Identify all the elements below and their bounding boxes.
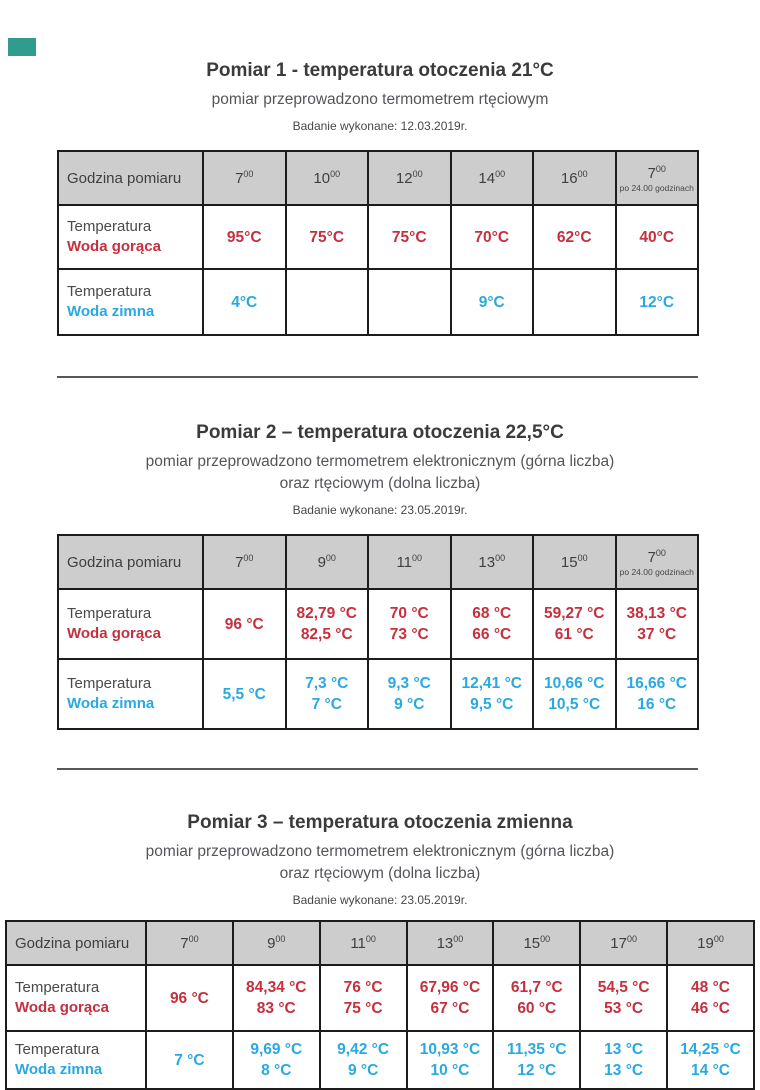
hot-value-cell: 96 °C <box>203 589 286 659</box>
hot-value-cell: 82,79 °C 82,5 °C <box>286 589 369 659</box>
section-subtitle: oraz rtęciowym (dolna liczba) <box>279 475 481 492</box>
hot-value-cell: 48 °C 46 °C <box>667 965 754 1031</box>
hour-header-cell: $9^{00}$ <box>286 535 369 589</box>
hour-header-cell: $16^{00}$ <box>533 151 616 205</box>
measurement-table-1 <box>57 150 699 336</box>
hot-value-cell: 75°C <box>286 205 369 269</box>
section-divider <box>57 376 698 378</box>
cold-value-cell: 9,3 °C 9 °C <box>368 659 451 729</box>
hot-value-cell: 54,5 °C 53 °C <box>580 965 667 1031</box>
hot-value-cell: 84,34 °C 83 °C <box>233 965 320 1031</box>
table-header-row <box>58 535 698 589</box>
section-title: Pomiar 1 - temperatura otoczenia 21°C <box>206 60 554 81</box>
cold-value-cell: 14,25 °C 14 °C <box>667 1031 754 1089</box>
section-divider <box>57 768 698 770</box>
row-label-cell: Temperatura Woda gorąca <box>58 205 203 269</box>
teal-color-marker <box>8 38 36 56</box>
hour-header-cell: $7^{00}$ <box>146 921 233 965</box>
hot-value-cell: 95°C <box>203 205 286 269</box>
row-label-cell: Temperatura Woda zimna <box>58 659 203 729</box>
hour-header-cell: $15^{00}$ <box>493 921 580 965</box>
section-pomiar-1 <box>0 0 760 336</box>
section-date-note: Badanie wykonane: 12.03.2019r. <box>292 119 468 133</box>
cold-value-cell: 10,93 °C 10 °C <box>407 1031 494 1089</box>
section-date-note: Badanie wykonane: 23.05.2019r. <box>292 893 468 907</box>
hour-header-cell: $13^{00}$ <box>407 921 494 965</box>
cold-value-cell: 9°C <box>451 269 534 335</box>
hot-water-row <box>6 965 754 1031</box>
hot-value-cell: 61,7 °C 60 °C <box>493 965 580 1031</box>
measurement-table-2 <box>57 534 699 730</box>
cold-value-cell: 5,5 °C <box>203 659 286 729</box>
cold-water-row <box>6 1031 754 1089</box>
section-pomiar-3 <box>0 810 760 1090</box>
hot-value-cell: 68 °C 66 °C <box>451 589 534 659</box>
hot-value-cell: 38,13 °C 37 °C <box>616 589 699 659</box>
hot-water-row <box>58 205 698 269</box>
cold-value-cell: 7 °C <box>146 1031 233 1089</box>
cold-value-cell: 7,3 °C 7 °C <box>286 659 369 729</box>
hour-header-cell: $19^{00}$ <box>667 921 754 965</box>
section-date-note: Badanie wykonane: 23.05.2019r. <box>292 503 468 517</box>
cold-value-cell <box>286 269 369 335</box>
section-title: Pomiar 2 – temperatura otoczenia 22,5°C <box>196 422 564 443</box>
table-header-row <box>58 151 698 205</box>
hour-header-cell: $11^{00}$ <box>320 921 407 965</box>
hour-header-cell: $9^{00}$ <box>233 921 320 965</box>
hour-header-cell: $12^{00}$ <box>368 151 451 205</box>
cold-water-row <box>58 269 698 335</box>
section-subtitle: pomiar przeprowadzono termometrem rtęciowym <box>211 91 549 108</box>
hot-value-cell: 75°C <box>368 205 451 269</box>
hour-header-cell: $13^{00}$ <box>451 535 534 589</box>
hour-header-cell: $15^{00}$ <box>533 535 616 589</box>
cold-value-cell: 10,66 °C 10,5 °C <box>533 659 616 729</box>
cold-value-cell <box>533 269 616 335</box>
corner-header-cell: Godzina pomiaru <box>58 151 203 205</box>
hot-value-cell: 67,96 °C 67 °C <box>407 965 494 1031</box>
hour-header-cell: $7^{00}$ po 24.00 godzinach <box>616 151 699 205</box>
measurement-table-3 <box>5 920 755 1090</box>
hot-value-cell: 62°C <box>533 205 616 269</box>
section-subtitle: pomiar przeprowadzono termometrem elektronicznym (górna liczba) <box>145 843 615 860</box>
hot-value-cell: 59,27 °C 61 °C <box>533 589 616 659</box>
corner-header-cell: Godzina pomiaru <box>58 535 203 589</box>
corner-header-cell: Godzina pomiaru <box>6 921 146 965</box>
section-pomiar-2 <box>0 420 760 730</box>
hot-value-cell: 76 °C 75 °C <box>320 965 407 1031</box>
cold-value-cell: 9,69 °C 8 °C <box>233 1031 320 1089</box>
cold-value-cell: 4°C <box>203 269 286 335</box>
hour-header-cell: $7^{00}$ <box>203 151 286 205</box>
hot-water-row <box>58 589 698 659</box>
hot-value-cell: 96 °C <box>146 965 233 1031</box>
row-label-cell: Temperatura Woda gorąca <box>6 965 146 1031</box>
hour-header-cell: $14^{00}$ <box>451 151 534 205</box>
row-label-cell: Temperatura Woda zimna <box>58 269 203 335</box>
section-subtitle: pomiar przeprowadzono termometrem elektronicznym (górna liczba) <box>145 453 615 470</box>
cold-value-cell: 12°C <box>616 269 699 335</box>
hour-header-cell: $7^{00}$ po 24.00 godzinach <box>616 535 699 589</box>
cold-value-cell: 12,41 °C 9,5 °C <box>451 659 534 729</box>
row-label-cell: Temperatura Woda gorąca <box>58 589 203 659</box>
table-header-row <box>6 921 754 965</box>
cold-water-row <box>58 659 698 729</box>
hot-value-cell: 40°C <box>616 205 699 269</box>
hour-header-cell: $7^{00}$ <box>203 535 286 589</box>
hour-header-cell: $10^{00}$ <box>286 151 369 205</box>
cold-value-cell: 16,66 °C 16 °C <box>616 659 699 729</box>
cold-value-cell: 9,42 °C 9 °C <box>320 1031 407 1089</box>
cold-value-cell: 11,35 °C 12 °C <box>493 1031 580 1089</box>
hour-header-cell: $17^{00}$ <box>580 921 667 965</box>
cold-value-cell: 13 °C 13 °C <box>580 1031 667 1089</box>
section-title: Pomiar 3 – temperatura otoczenia zmienna <box>187 812 573 833</box>
cold-value-cell <box>368 269 451 335</box>
hot-value-cell: 70 °C 73 °C <box>368 589 451 659</box>
row-label-cell: Temperatura Woda zimna <box>6 1031 146 1089</box>
hour-header-cell: $11^{00}$ <box>368 535 451 589</box>
hot-value-cell: 70°C <box>451 205 534 269</box>
section-subtitle: oraz rtęciowym (dolna liczba) <box>279 865 481 882</box>
